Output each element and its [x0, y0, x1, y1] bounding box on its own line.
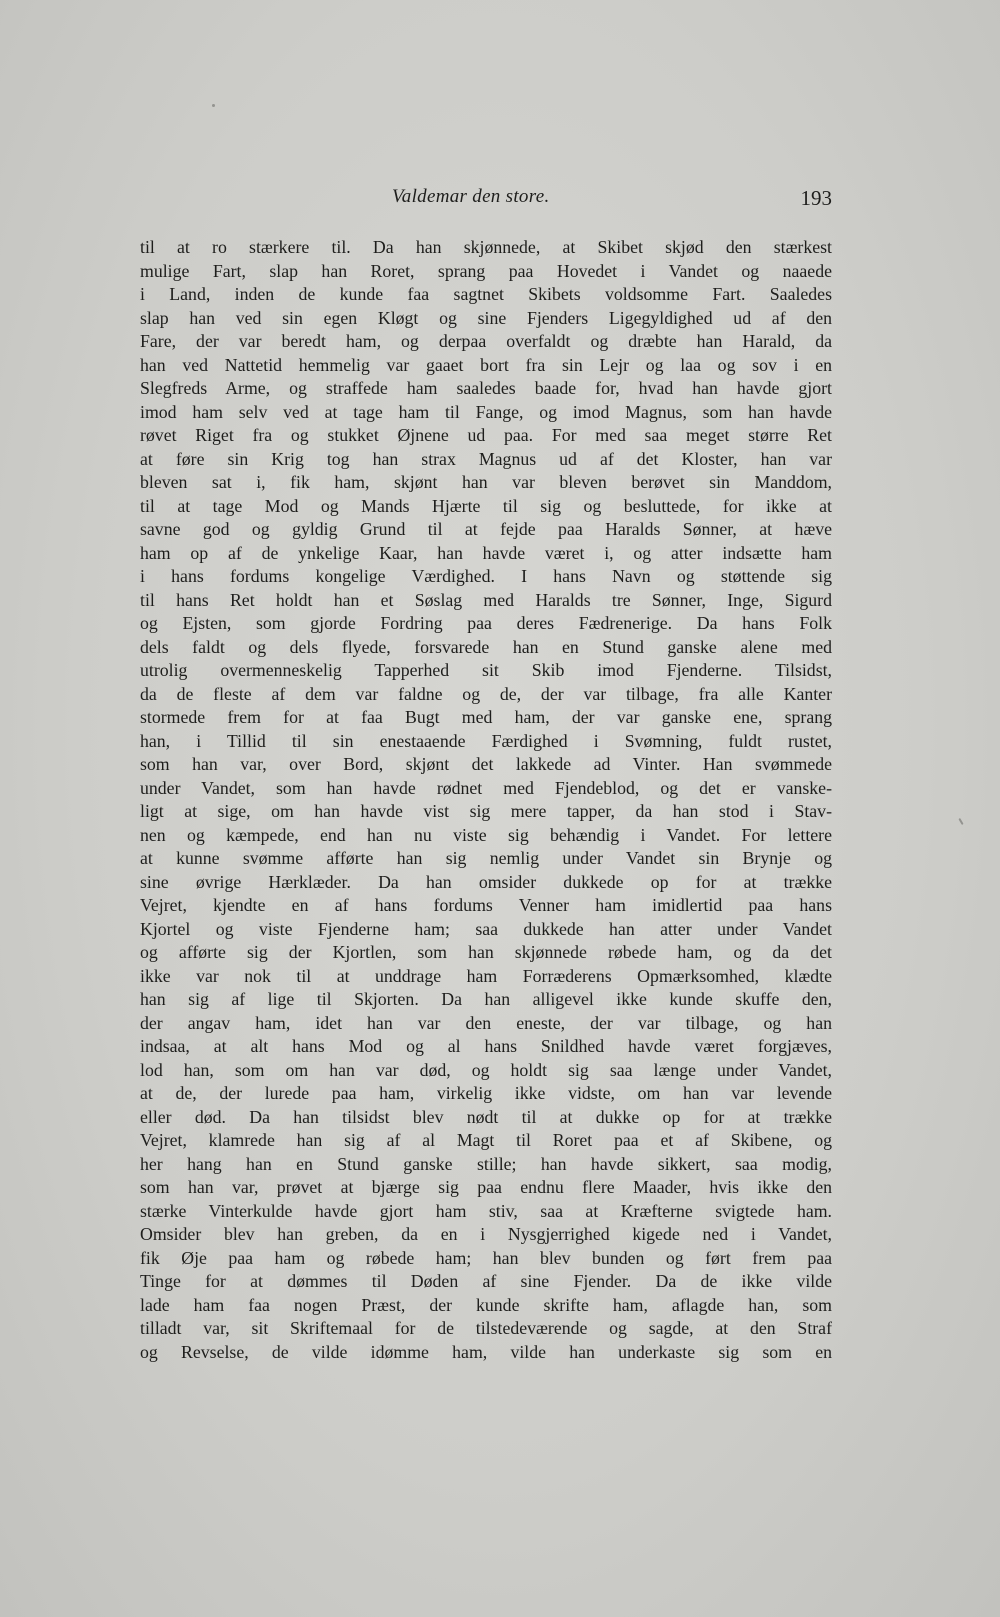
text-line: Vejret, klamrede han sig af al Magt til Roret paa et af Skibene, og — [140, 1130, 832, 1150]
text-line: sine øvrige Hærklæder. Da han omsider dukkede op for at trække — [140, 871, 832, 892]
text-line: og Revselse, de vilde idømme ham, vilde han underkaste sig som en — [140, 1341, 832, 1362]
text-line: ikke var nok til at unddrage ham Forræderens Opmærksomhed, klædte — [140, 965, 832, 986]
text-line: bleven sat i, fik ham, skjønt han var bleven berøvet sin Manddom, — [140, 472, 832, 492]
text-line: imod ham selv ved at tage ham til Fange, og imod Magnus, som han havde — [140, 401, 832, 422]
text-line: stormede frem for at faa Bugt med ham, der var ganske ene, sprang — [140, 707, 832, 727]
text-line: at kunne svømme afførte han sig nemlig under Vandet sin Brynje og — [140, 848, 832, 868]
text-line: i hans fordums kongelige Værdighed. I hans Navn og støttende sig — [140, 566, 832, 586]
text-line: dels faldt og dels flyede, forsvarede han en Stund ganske alene med — [140, 636, 832, 657]
text-line: Tinge for at dømmes til Døden af sine Fjender. Da de ikke vilde — [140, 1271, 832, 1291]
text-line: som han var, prøvet at bjærge sig paa endnu flere Maader, hvis ikke den — [140, 1177, 832, 1197]
text-line: Kjortel og viste Fjenderne ham; saa dukkede han atter under Vandet — [140, 918, 832, 939]
paper-speck — [958, 818, 963, 825]
text-line: lod han, som om han var død, og holdt sig saa længe under Vandet, — [140, 1059, 832, 1080]
text-line: at føre sin Krig tog han strax Magnus ud af det Kloster, han var — [140, 448, 832, 469]
text-line: lade ham faa nogen Præst, der kunde skrifte ham, aflagde han, som — [140, 1294, 832, 1315]
text-line: fik Øje paa ham og røbede ham; han blev bunden og ført frem paa — [140, 1247, 832, 1268]
text-line: der angav ham, idet han var den eneste, der var tilbage, og han — [140, 1012, 832, 1033]
text-line: ligt at sige, om han havde vist sig mere tapper, da han stod i Stav- — [140, 801, 832, 821]
body-text — [140, 236, 832, 1364]
text-line: nen og kæmpede, end han nu viste sig behændig i Vandet. For lettere — [140, 824, 832, 845]
text-line: ham op af de ynkelige Kaar, han havde været i, og atter indsætte ham — [140, 542, 832, 563]
text-line: røvet Riget fra og stukket Øjnene ud paa. For med saa meget større Ret — [140, 425, 832, 445]
text-line: og Ejsten, som gjorde Fordring paa deres Fædrenerige. Da hans Folk — [140, 613, 832, 633]
text-line: Slegfreds Arme, og straffede ham saaledes baade for, hvad han havde gjort — [140, 378, 832, 398]
running-title: Valdemar den store. — [392, 186, 550, 207]
text-line: mulige Fart, slap han Roret, sprang paa Hovedet i Vandet og naaede — [140, 260, 832, 281]
text-line: under Vandet, som han havde rødnet med Fjendeblod, og det er vanske- — [140, 777, 832, 798]
text-line: tilladt var, sit Skriftemaal for de tilstedeværende og sagde, at den Straf — [140, 1318, 832, 1338]
text-line: til hans Ret holdt han et Søslag med Haralds tre Sønner, Inge, Sigurd — [140, 589, 832, 610]
text-line: utrolig overmenneskelig Tapperhed sit Skib imod Fjenderne. Tilsidst, — [140, 660, 832, 680]
text-line: han ved Nattetid hemmelig var gaaet bort fra sin Lejr og laa og sov i en — [140, 354, 832, 375]
text-line: til at tage Mod og Mands Hjærte til sig og besluttede, for ikke at — [140, 495, 832, 516]
text-line: og afførte sig der Kjortlen, som han skjønnede røbede ham, og da det — [140, 942, 832, 962]
text-line: indsaa, at alt hans Mod og al hans Snildhed havde været forgjæves, — [140, 1036, 832, 1056]
paper-speck — [212, 104, 215, 107]
text-line: til at ro stærkere til. Da han skjønnede, at Skibet skjød den stærkest — [140, 237, 832, 257]
text-line: som han var, over Bord, skjønt det lakkede ad Vinter. Han svømmede — [140, 754, 832, 774]
text-line: Fare, der var beredt ham, og derpaa overfaldt og dræbte han Harald, da — [140, 331, 832, 351]
text-line: stærke Vinterkulde havde gjort ham stiv, saa at Kræfterne svigtede ham. — [140, 1200, 832, 1221]
page-number: 193 — [800, 186, 832, 210]
text-line: han, i Tillid til sin enestaaende Færdighed i Svømning, fuldt rustet, — [140, 730, 832, 751]
text-line: eller død. Da han tilsidst blev nødt til at dukke op for at trække — [140, 1106, 832, 1127]
text-line: slap han ved sin egen Kløgt og sine Fjenders Ligegyldighed ud af den — [140, 307, 832, 328]
text-line: i Land, inden de kunde faa sagtnet Skibets voldsomme Fart. Saaledes — [140, 284, 832, 304]
text-line: savne god og gyldig Grund til at fejde paa Haralds Sønner, at hæve — [140, 519, 832, 539]
running-head — [140, 186, 832, 216]
text-line: da de fleste af dem var faldne og de, der var tilbage, fra alle Kanter — [140, 683, 832, 704]
text-line: at de, der lurede paa ham, virkelig ikke vidste, om han var levende — [140, 1083, 832, 1103]
text-line: her hang han en Stund ganske stille; han havde sikkert, saa modig, — [140, 1153, 832, 1174]
text-line: han sig af lige til Skjorten. Da han alligevel ikke kunde skuffe den, — [140, 989, 832, 1009]
text-line: Vejret, kjendte en af hans fordums Venner ham imidlertid paa hans — [140, 895, 832, 915]
text-line: Omsider blev han greben, da en i Nysgjerrighed kigede ned i Vandet, — [140, 1224, 832, 1244]
